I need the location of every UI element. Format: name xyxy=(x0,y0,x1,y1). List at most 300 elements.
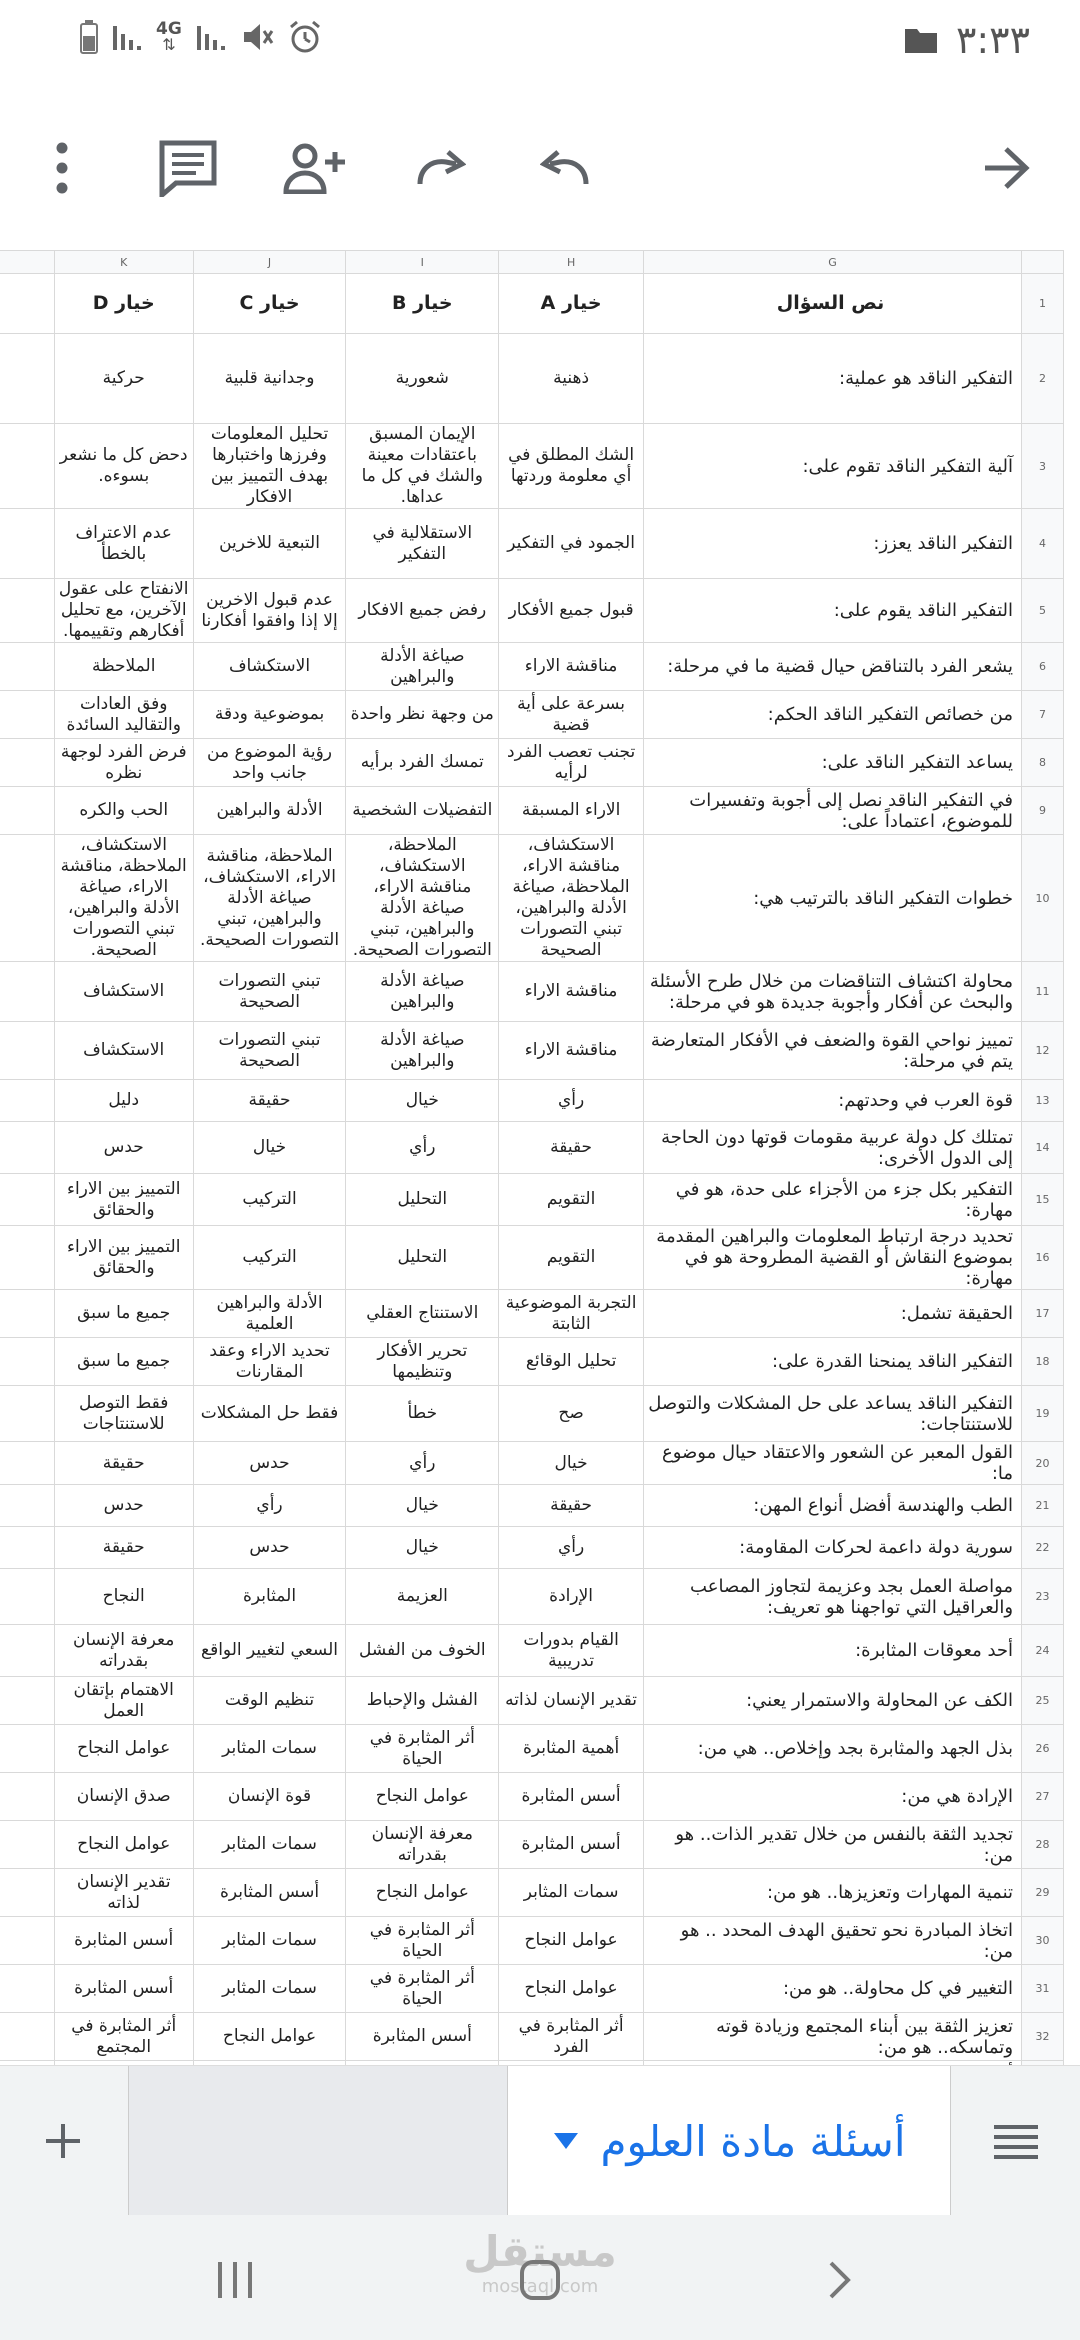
table-cell[interactable]: خيال xyxy=(346,1527,499,1569)
table-cell[interactable]: الفشل والإحباط xyxy=(346,1677,499,1725)
table-cell[interactable]: التمييز بين الاراء والحقائق xyxy=(54,1226,193,1290)
table-row xyxy=(0,1869,1064,1917)
table-cell[interactable] xyxy=(0,1821,54,1869)
table-cell[interactable]: التجربة الموضوعية الثابتة xyxy=(499,1290,644,1338)
table-cell[interactable]: اتخاذ المبادرة نحو تحقيق الهدف المحدد .. هو من: xyxy=(644,1917,1022,1965)
row-number[interactable]: 6 xyxy=(1022,643,1064,691)
table-row xyxy=(0,1625,1064,1677)
table-cell[interactable]: آلية التفكير الناقد تقوم على: xyxy=(644,424,1022,509)
table-cell[interactable]: تقدير الإنسان لذاته xyxy=(54,1869,193,1917)
comment-button[interactable] xyxy=(148,128,228,208)
table-cell[interactable]: خيال xyxy=(346,1485,499,1527)
table-cell[interactable]: التغيير في كل محاولة.. هو من: xyxy=(644,1965,1022,2013)
table-cell[interactable]: أثر المثابرة في الحياة xyxy=(346,1725,499,1773)
row-number[interactable]: 7 xyxy=(1022,691,1064,739)
table-cell[interactable]: خيال xyxy=(499,1442,644,1485)
table-cell[interactable] xyxy=(0,334,54,424)
table-cell[interactable]: الاستقلالية في التفكير xyxy=(346,509,499,579)
table-cell[interactable]: الإرادة xyxy=(499,1569,644,1625)
table-cell[interactable]: التمييز بين الاراء والحقائق xyxy=(54,1174,193,1226)
row-number[interactable]: 10 xyxy=(1022,835,1064,962)
table-cell[interactable] xyxy=(0,1080,54,1122)
table-cell[interactable]: أثر المثابرة في الحياة xyxy=(346,1917,499,1965)
table-cell[interactable] xyxy=(0,1290,54,1338)
dropdown-triangle-icon[interactable] xyxy=(553,2132,579,2150)
recent-apps-button[interactable] xyxy=(195,2240,275,2320)
table-cell[interactable]: رفض جميع الافكار xyxy=(346,579,499,643)
table-cell[interactable] xyxy=(0,1338,54,1386)
table-cell[interactable]: أسس المثابرة xyxy=(346,2013,499,2061)
row-number[interactable]: 16 xyxy=(1022,1226,1064,1290)
table-cell[interactable]: خطأ xyxy=(346,1386,499,1442)
home-icon xyxy=(518,2258,562,2302)
table-cell[interactable] xyxy=(0,1485,54,1527)
table-cell[interactable]: قوة الإنسان xyxy=(193,1773,346,1821)
sheet-list-button[interactable] xyxy=(952,2066,1080,2216)
table-cell[interactable]: دحض كل ما نشعر بسوءه. xyxy=(54,424,193,509)
table-cell[interactable]: سمات المثابر xyxy=(499,1869,644,1917)
data-arrows-icon: ⇅ xyxy=(162,35,176,54)
table-cell[interactable]: القول المعبر عن الشعور والاعتقاد حيال موضوع ما: xyxy=(644,1442,1022,1485)
table-cell[interactable]: سمات المثابر xyxy=(193,1965,346,2013)
table-cell[interactable] xyxy=(0,1174,54,1226)
table-cell[interactable]: أسس المثابرة xyxy=(499,1821,644,1869)
table-cell[interactable]: صياغة الأدلة والبراهين xyxy=(346,1022,499,1080)
table-cell[interactable]: رؤية الموضوع من جانب واحد xyxy=(193,739,346,787)
table-cell[interactable]: بذل الجهد والمثابرة بجد وإخلاص.. هي من: xyxy=(644,1725,1022,1773)
table-cell[interactable]: عدم الاعتراف بالخطأ xyxy=(54,509,193,579)
table-cell[interactable] xyxy=(0,1677,54,1725)
table-cell[interactable]: التركيب xyxy=(193,1174,346,1226)
table-row xyxy=(0,1821,1064,1869)
table-cell[interactable]: التقويم xyxy=(499,1174,644,1226)
table-cell[interactable]: الإرادة هي من: xyxy=(644,1773,1022,1821)
table-cell[interactable]: معرفة الإنسان بقدراته xyxy=(346,1821,499,1869)
table-cell[interactable]: تحليل الوقائع xyxy=(499,1338,644,1386)
table-cell[interactable]: مناقشة الاراء xyxy=(499,1022,644,1080)
back-icon xyxy=(828,2260,852,2300)
status-icons-left xyxy=(80,20,322,54)
row-number[interactable]: 5 xyxy=(1022,579,1064,643)
table-cell[interactable]: السعي لتغيير الواقع xyxy=(193,1625,346,1677)
table-cell[interactable]: جميع ما سبق xyxy=(54,1290,193,1338)
table-cell[interactable]: تبني التصورات الصحيحة xyxy=(193,962,346,1022)
table-cell[interactable]: قبول جميع الأفكار xyxy=(499,579,644,643)
table-cell[interactable] xyxy=(0,1122,54,1174)
table-row xyxy=(0,739,1064,787)
table-cell[interactable] xyxy=(0,962,54,1022)
column-header[interactable] xyxy=(0,251,54,274)
table-cell[interactable]: التحليل xyxy=(346,1226,499,1290)
sheet-tab-bar xyxy=(0,2065,1080,2216)
table-row xyxy=(0,1022,1064,1080)
row-number[interactable]: 8 xyxy=(1022,739,1064,787)
table-cell[interactable] xyxy=(0,1917,54,1965)
table-cell[interactable]: أهمية المثابرة xyxy=(499,1725,644,1773)
system-nav-bar xyxy=(0,2215,1080,2340)
table-cell[interactable]: الأدلة والبراهين العلمية xyxy=(193,1290,346,1338)
table-cell[interactable]: عوامل النجاح xyxy=(499,1965,644,2013)
table-cell[interactable]: ذهنية xyxy=(499,334,644,424)
table-cell[interactable]: خيار D xyxy=(54,274,193,334)
table-cell[interactable]: الاستنتاج العقلي xyxy=(346,1290,499,1338)
table-row xyxy=(0,1527,1064,1569)
table-cell[interactable]: الاستكشاف xyxy=(193,643,346,691)
table-cell[interactable]: صح xyxy=(499,1386,644,1442)
table-cell[interactable]: بسرعة على أية قضية xyxy=(499,691,644,739)
table-cell[interactable]: فرض الفرد لوجهة نظره xyxy=(54,739,193,787)
table-cell[interactable]: التحليل xyxy=(346,1174,499,1226)
table-cell[interactable]: خيار C xyxy=(193,274,346,334)
table-row xyxy=(0,1917,1064,1965)
table-cell[interactable]: سمات المثابر xyxy=(193,1821,346,1869)
table-cell[interactable]: جميع ما سبق xyxy=(54,1338,193,1386)
row-number[interactable]: 17 xyxy=(1022,1290,1064,1338)
table-cell[interactable] xyxy=(0,579,54,643)
table-cell[interactable]: تمتلك كل دولة عربية مقومات قوتها دون الحاجة إلى الدول الأخرى: xyxy=(644,1122,1022,1174)
table-cell[interactable]: تحرير الأفكار وتنظيمها xyxy=(346,1338,499,1386)
table-cell[interactable]: حقيقة xyxy=(54,1442,193,1485)
signal-icon xyxy=(112,22,142,52)
table-cell[interactable]: صياغة الأدلة والبراهين xyxy=(346,643,499,691)
table-row xyxy=(0,334,1064,424)
table-cell[interactable]: خيار B xyxy=(346,274,499,334)
hamburger-menu-icon xyxy=(994,2123,1038,2159)
table-cell[interactable]: الكف عن المحاولة والاستمرار يعني: xyxy=(644,1677,1022,1725)
table-cell[interactable]: عوامل النجاح xyxy=(346,1869,499,1917)
table-cell[interactable] xyxy=(0,509,54,579)
row-number[interactable]: 23 xyxy=(1022,1569,1064,1625)
row-number[interactable]: 3 xyxy=(1022,424,1064,509)
table-cell[interactable]: حقيقة xyxy=(54,1527,193,1569)
table-cell[interactable]: المثابرة xyxy=(193,1569,346,1625)
table-cell[interactable]: أثر المثابرة في الفرد xyxy=(499,2013,644,2061)
table-cell[interactable] xyxy=(0,1773,54,1821)
table-cell[interactable] xyxy=(0,1226,54,1290)
table-cell[interactable]: الاستكشاف، الملاحظة، مناقشة الاراء، صياغة الأدلة والبراهين، تبني التصورات الصحيحة. xyxy=(54,835,193,962)
row-number[interactable]: 12 xyxy=(1022,1022,1064,1080)
table-cell[interactable]: عوامل النجاح xyxy=(193,2013,346,2061)
active-sheet-tab[interactable] xyxy=(508,2066,951,2216)
table-cell[interactable]: التفكير بكل جزء من الأجزاء على حدة، هو في مهارة: xyxy=(644,1174,1022,1226)
table-cell[interactable]: التفكير الناقد يعزز: xyxy=(644,509,1022,579)
column-header[interactable]: H xyxy=(499,251,644,274)
table-cell[interactable]: أسس المثابرة xyxy=(54,1917,193,1965)
table-cell[interactable]: رأي xyxy=(193,1485,346,1527)
table-cell[interactable]: تبني التصورات الصحيحة xyxy=(193,1022,346,1080)
table-cell[interactable]: الحقيقة تشمل: xyxy=(644,1290,1022,1338)
table-cell[interactable]: من وجهة نظر واحدة xyxy=(346,691,499,739)
table-cell[interactable]: تقدير الإنسان لذاته xyxy=(499,1677,644,1725)
table-cell[interactable]: الشك المطلق في أي معلومة وردتها xyxy=(499,424,644,509)
table-cell[interactable]: حقيقة xyxy=(499,1485,644,1527)
table-row xyxy=(0,1965,1064,2013)
more-vert-icon xyxy=(52,142,72,194)
column-header-row xyxy=(0,251,1064,274)
row-number[interactable]: 19 xyxy=(1022,1386,1064,1442)
table-cell[interactable]: حدس xyxy=(193,1527,346,1569)
plus-icon xyxy=(43,2121,83,2161)
home-button[interactable] xyxy=(500,2240,580,2320)
table-cell[interactable]: القيام بدورات تدريبية xyxy=(499,1625,644,1677)
inactive-sheet-tab[interactable] xyxy=(128,2066,508,2216)
table-cell[interactable]: التفضيلات الشخصية xyxy=(346,787,499,835)
row-number[interactable]: 14 xyxy=(1022,1122,1064,1174)
table-cell[interactable]: تحليل المعلومات وفرزها واختبارها بهدف التمييز بين الافكار xyxy=(193,424,346,509)
table-cell[interactable]: خيال xyxy=(346,1080,499,1122)
battery-icon xyxy=(80,20,98,54)
table-cell[interactable]: الملاحظة، الاستكشاف، مناقشة الاراء، صياغة الأدلة والبراهين، تبني التصورات الصحيحة. xyxy=(346,835,499,962)
table-row xyxy=(0,1226,1064,1290)
table-cell[interactable]: حركية xyxy=(54,334,193,424)
row-number[interactable]: 18 xyxy=(1022,1338,1064,1386)
table-cell[interactable] xyxy=(0,1965,54,2013)
table-cell[interactable]: عوامل النجاح xyxy=(54,1725,193,1773)
table-cell[interactable]: سمات المثابر xyxy=(193,1725,346,1773)
undo-icon xyxy=(540,148,592,188)
forward-arrow-icon xyxy=(982,146,1030,190)
table-cell[interactable]: من خصائص التفكير الناقد الحكم: xyxy=(644,691,1022,739)
table-cell[interactable]: أحد معوقات المثابرة: xyxy=(644,1625,1022,1677)
table-cell[interactable] xyxy=(0,1386,54,1442)
row-number[interactable]: 31 xyxy=(1022,1965,1064,2013)
table-cell[interactable]: رأي xyxy=(499,1080,644,1122)
table-cell[interactable]: قوة العرب في وحدتهم: xyxy=(644,1080,1022,1122)
table-row xyxy=(0,643,1064,691)
table-cell[interactable]: الحب والكره xyxy=(54,787,193,835)
back-button[interactable] xyxy=(800,2240,880,2320)
table-cell[interactable]: الاستكشاف xyxy=(54,1022,193,1080)
table-cell[interactable] xyxy=(0,835,54,962)
row-number[interactable]: 32 xyxy=(1022,2013,1064,2061)
table-cell[interactable]: وجدانية قلبية xyxy=(193,334,346,424)
table-cell[interactable]: حقيقة xyxy=(499,1122,644,1174)
table-cell[interactable] xyxy=(0,1869,54,1917)
table-cell[interactable]: التركيب xyxy=(193,1226,346,1290)
table-row xyxy=(0,1386,1064,1442)
network-type: 4G ⇅ xyxy=(156,19,182,54)
table-cell[interactable]: أسس المثابرة xyxy=(193,1869,346,1917)
row-number[interactable]: 29 xyxy=(1022,1869,1064,1917)
corner-cell[interactable] xyxy=(1022,251,1064,274)
table-row xyxy=(0,1290,1064,1338)
table-row xyxy=(0,1174,1064,1226)
row-number[interactable]: 22 xyxy=(1022,1527,1064,1569)
table-cell[interactable]: الملاحظة، مناقشة الاراء، الاستكشاف، صياغة الأدلة والبراهين، تبني التصورات الصحيحة. xyxy=(193,835,346,962)
table-row xyxy=(0,835,1064,962)
table-cell[interactable]: تجنب تعصب الفرد لرأيه xyxy=(499,739,644,787)
exit-edit-button[interactable] xyxy=(966,128,1046,208)
sheet-toolbar xyxy=(0,90,1080,240)
table-cell[interactable]: صدق الإنسان xyxy=(54,1773,193,1821)
table-cell[interactable]: حدس xyxy=(54,1485,193,1527)
table-cell[interactable]: صياغة الأدلة والبراهين xyxy=(346,962,499,1022)
table-cell[interactable]: أسس المثابرة xyxy=(54,1965,193,2013)
table-cell[interactable] xyxy=(0,1569,54,1625)
table-cell[interactable]: عدم قبول الاخرين إلا إذا وافقوا أفكارنا xyxy=(193,579,346,643)
table-cell[interactable]: حدس xyxy=(54,1122,193,1174)
table-cell[interactable]: تجديد الثقة بالنفس من خلال تقدير الذات.. هو من: xyxy=(644,1821,1022,1869)
table-cell[interactable]: فقط حل المشكلات xyxy=(193,1386,346,1442)
table-cell[interactable]: الاستكشاف، مناقشة الاراء، الملاحظة، صياغة الأدلة والبراهين، تبني التصورات الصحيحة xyxy=(499,835,644,962)
row-number[interactable]: 30 xyxy=(1022,1917,1064,1965)
table-row xyxy=(0,424,1064,509)
table-row xyxy=(0,962,1064,1022)
table-cell[interactable] xyxy=(0,1527,54,1569)
table-row xyxy=(0,1485,1064,1527)
table-cell[interactable] xyxy=(0,691,54,739)
column-header[interactable]: G xyxy=(644,251,1022,274)
table-cell[interactable]: تنمية المهارات وتعزيزها.. هو من: xyxy=(644,1869,1022,1917)
comment-icon xyxy=(158,139,218,197)
table-cell[interactable]: خطوات التفكير الناقد بالترتيب هي: xyxy=(644,835,1022,962)
alarm-icon xyxy=(288,20,322,54)
row-number[interactable]: 24 xyxy=(1022,1625,1064,1677)
table-row xyxy=(0,579,1064,643)
table-cell[interactable] xyxy=(0,424,54,509)
row-number[interactable]: 27 xyxy=(1022,1773,1064,1821)
row-number[interactable]: 9 xyxy=(1022,787,1064,835)
table-row xyxy=(0,1677,1064,1725)
table-cell[interactable]: التفكير الناقد يساعد على حل المشكلات والتوصل للاستنتاجات: xyxy=(644,1386,1022,1442)
table-cell[interactable] xyxy=(0,1625,54,1677)
row-number[interactable]: 25 xyxy=(1022,1677,1064,1725)
table-cell[interactable]: العزيمة xyxy=(346,1569,499,1625)
add-sheet-button[interactable] xyxy=(0,2066,126,2216)
table-row xyxy=(0,691,1064,739)
column-header[interactable]: J xyxy=(193,251,346,274)
table-cell[interactable]: عوامل النجاح xyxy=(499,1917,644,1965)
undo-button[interactable] xyxy=(526,128,606,208)
row-number[interactable]: 15 xyxy=(1022,1174,1064,1226)
table-cell[interactable]: معرفة الإنسان بقدراته xyxy=(54,1625,193,1677)
row-number[interactable]: 1 xyxy=(1022,274,1064,334)
table-cell[interactable]: رأي xyxy=(346,1122,499,1174)
redo-icon xyxy=(414,148,466,188)
table-cell[interactable]: التفكير الناقد يقوم على: xyxy=(644,579,1022,643)
table-cell[interactable]: الأدلة والبراهين xyxy=(193,787,346,835)
table-cell[interactable]: حقيقة xyxy=(193,1080,346,1122)
table-cell[interactable] xyxy=(0,274,54,334)
table-cell[interactable]: حدس xyxy=(193,1442,346,1485)
data-table xyxy=(0,250,1064,2065)
table-row xyxy=(0,1569,1064,1625)
table-cell[interactable] xyxy=(0,1442,54,1485)
table-cell[interactable]: تمييز نواحي القوة والضعف في الأفكار المتعارضة يتم في مرحلة: xyxy=(644,1022,1022,1080)
column-header[interactable]: K xyxy=(54,251,193,274)
table-cell[interactable]: بموضوعية ودقة xyxy=(193,691,346,739)
table-cell[interactable]: رأي xyxy=(499,1527,644,1569)
table-row xyxy=(0,1122,1064,1174)
table-cell[interactable]: في التفكير الناقد نصل إلى أجوبة وتفسيرات للموضوع، اعتماداً على: xyxy=(644,787,1022,835)
table-cell[interactable]: الاهتمام بإتقان العمل xyxy=(54,1677,193,1725)
add-person-icon xyxy=(283,142,347,194)
table-cell[interactable] xyxy=(0,1725,54,1773)
sheet-name: أسئلة مادة العلوم xyxy=(600,2116,906,2166)
table-cell[interactable]: يساعد التفكير الناقد على: xyxy=(644,739,1022,787)
column-header[interactable]: I xyxy=(346,251,499,274)
table-cell[interactable]: الاستكشاف xyxy=(54,962,193,1022)
table-cell[interactable]: الملاحظة xyxy=(54,643,193,691)
table-cell[interactable]: سورية دولة داعمة لحركات المقاومة: xyxy=(644,1527,1022,1569)
row-number[interactable]: 26 xyxy=(1022,1725,1064,1773)
table-cell[interactable] xyxy=(0,787,54,835)
table-cell[interactable]: يشعر الفرد بالتناقض حيال قضية ما في مرحلة: xyxy=(644,643,1022,691)
table-row xyxy=(0,1338,1064,1386)
table-cell[interactable]: عوامل النجاح xyxy=(346,1773,499,1821)
table-cell[interactable] xyxy=(0,2013,54,2061)
table-cell[interactable]: وفق العادات والتقاليد السائدة xyxy=(54,691,193,739)
table-cell[interactable]: تنظيم الوقت xyxy=(193,1677,346,1725)
table-cell[interactable]: شعورية xyxy=(346,334,499,424)
table-cell[interactable]: الانفتاح على عقول الآخرين، مع تحليل أفكارهم وتقييمها. xyxy=(54,579,193,643)
table-cell[interactable]: عوامل النجاح xyxy=(54,1821,193,1869)
table-cell[interactable]: خيال xyxy=(193,1122,346,1174)
table-cell[interactable]: التقويم xyxy=(499,1226,644,1290)
table-cell[interactable]: أثر المثابرة في المجتمع xyxy=(54,2013,193,2061)
table-cell[interactable]: خيار A xyxy=(499,274,644,334)
table-cell[interactable]: الخوف من الفشل xyxy=(346,1625,499,1677)
table-cell[interactable]: سمات المثابر xyxy=(193,1917,346,1965)
table-cell[interactable]: تعزيز الثقة بين أبناء المجتمع وزيادة قوته وتماسكه.. هو من: xyxy=(644,2013,1022,2061)
table-cell[interactable]: الطب والهندسة أفضل أنواع المهن: xyxy=(644,1485,1022,1527)
table-cell[interactable]: رأي xyxy=(346,1442,499,1485)
table-cell[interactable]: التفكير الناقد يمنحنا القدرة على: xyxy=(644,1338,1022,1386)
table-cell[interactable]: تمسك الفرد برأيه xyxy=(346,739,499,787)
table-cell[interactable]: محاولة اكتشاف التناقضات من خلال طرح الأسئلة والبحث عن أفكار وأجوبة جديدة هو في مرحلة: xyxy=(644,962,1022,1022)
table-cell[interactable] xyxy=(0,643,54,691)
more-options-button[interactable] xyxy=(22,128,102,208)
table-cell[interactable]: أسس المثابرة xyxy=(499,1773,644,1821)
redo-button[interactable] xyxy=(400,128,480,208)
row-number[interactable]: 21 xyxy=(1022,1485,1064,1527)
table-cell[interactable]: النجاح xyxy=(54,1569,193,1625)
table-cell[interactable]: الاراء المسبقة xyxy=(499,787,644,835)
table-cell[interactable]: مناقشة الاراء xyxy=(499,962,644,1022)
row-number[interactable]: 4 xyxy=(1022,509,1064,579)
table-cell[interactable]: الإيمان المسبق باعتقادات معينة والشك في كل ما عداها. xyxy=(346,424,499,509)
watermark: مستقل mostaql.com xyxy=(463,2227,617,2297)
table-cell[interactable]: مناقشة الاراء xyxy=(499,643,644,691)
table-cell[interactable] xyxy=(0,739,54,787)
table-cell[interactable] xyxy=(0,1022,54,1080)
row-number[interactable]: 13 xyxy=(1022,1080,1064,1122)
spreadsheet-grid[interactable] xyxy=(0,250,1080,2065)
row-number[interactable]: 28 xyxy=(1022,1821,1064,1869)
table-row xyxy=(0,1080,1064,1122)
table-cell[interactable]: التفكير الناقد هو عملية: xyxy=(644,334,1022,424)
signal-icon xyxy=(196,22,226,52)
table-cell[interactable]: الجمود في التفكير xyxy=(499,509,644,579)
table-cell[interactable]: تحديد درجة ارتباط المعلومات والبراهين المقدمة بموضوع النقاش أو القضية المطروحة هو في مهارة: xyxy=(644,1226,1022,1290)
row-number[interactable]: 2 xyxy=(1022,334,1064,424)
table-cell[interactable]: أثر المثابرة في الحياة xyxy=(346,1965,499,2013)
row-number[interactable]: 11 xyxy=(1022,962,1064,1022)
mute-icon xyxy=(240,20,274,54)
table-cell[interactable]: دليل xyxy=(54,1080,193,1122)
table-cell[interactable]: تحديد الاراء وعقد المقارنات xyxy=(193,1338,346,1386)
share-button[interactable] xyxy=(275,128,355,208)
table-cell[interactable]: فقط التوصل للاستنتاجات xyxy=(54,1386,193,1442)
folder-icon xyxy=(904,26,938,54)
table-cell[interactable]: مواصلة العمل بجد وعزيمة لتجاوز المصاعب والعراقيل التي تواجهنا هو تعريف: xyxy=(644,1569,1022,1625)
header-row xyxy=(0,274,1064,334)
table-row xyxy=(0,509,1064,579)
table-cell[interactable]: التبعية للاخرين xyxy=(193,509,346,579)
row-number[interactable]: 20 xyxy=(1022,1442,1064,1485)
table-row xyxy=(0,1773,1064,1821)
table-cell[interactable]: نص السؤال xyxy=(644,274,1022,334)
